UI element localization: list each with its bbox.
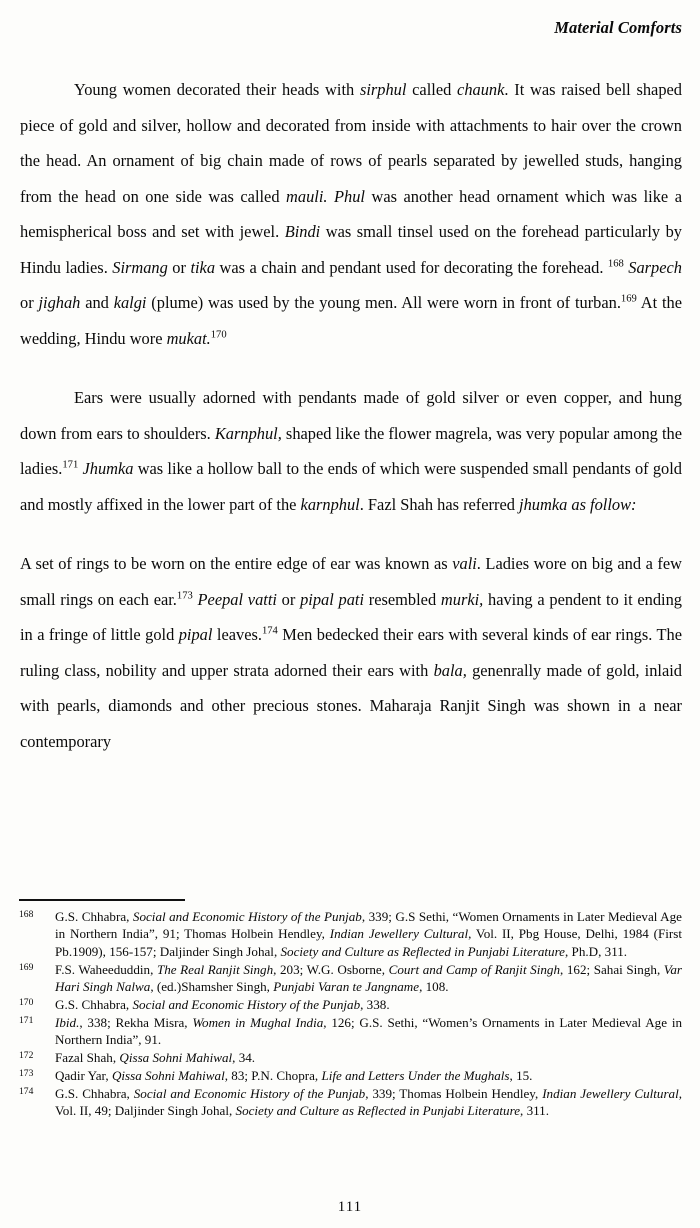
p1-seg-7: was a chain and pendant used for decorating the forehead. bbox=[215, 257, 608, 277]
footnote-ref-174[interactable]: 174 bbox=[261, 625, 278, 637]
p3-seg-8: genenrally made of gold, inlaid with pearls, diamonds and other precious stones. Maharaja Ranjit Singh was shown in a near contemporary bbox=[20, 660, 683, 751]
p2-italic-1: Karnphul, bbox=[214, 423, 282, 443]
p1-italic-4: Bindi bbox=[284, 222, 321, 241]
footnote-item-173 bbox=[19, 1067, 682, 1084]
p2-italic-2: Jhumka bbox=[78, 459, 134, 478]
p2-seg-3: was like a hollow ball to the ends of which were suspended small pendants of gold and mostly affixed in the lower part of the bbox=[20, 459, 682, 514]
p1-seg-2: called bbox=[406, 80, 458, 99]
footnote-title: The Real Ranjit Singh bbox=[156, 961, 274, 977]
p2-italic-4: jhumka as follow: bbox=[519, 494, 637, 514]
p3-seg-4: resembled bbox=[364, 589, 441, 609]
footnote-ref-170[interactable]: 170 bbox=[210, 329, 227, 341]
p1-seg-8: or bbox=[20, 293, 39, 312]
p2-seg-1: Ears were usually adorned with pendants made of gold silver or even copper, and hung down from ears to shoulders. bbox=[20, 388, 682, 443]
footnote-text-run: , 34. bbox=[232, 1050, 256, 1066]
footnote-title: Society and Culture as Reflected in Punjabi Literature bbox=[235, 1103, 521, 1119]
footnote-text-169 bbox=[55, 962, 682, 994]
footnote-list bbox=[19, 908, 682, 1120]
footnote-text-168 bbox=[55, 909, 682, 959]
footnote-text-run: , 339; G.S Sethi, “Women Ornaments in Later Medieval Age in Northern India”, 91; Thomas Holbein Hendley, bbox=[55, 909, 682, 942]
footnote-ref-168[interactable]: 168 bbox=[607, 258, 624, 270]
p1-seg-6: or bbox=[167, 257, 191, 277]
p3-seg-2: . Ladies wore on big and a few small rings on each ear. bbox=[20, 554, 682, 609]
footnote-number-172[interactable]: 172 bbox=[19, 1050, 34, 1062]
footnote-text-run: , 339; Thomas Holbein Hendley, bbox=[365, 1086, 543, 1102]
p2-seg-4: . Fazl Shah has referred bbox=[359, 494, 520, 514]
footnote-number-169[interactable]: 169 bbox=[19, 961, 34, 973]
footnote-text-run: Fazal Shah, bbox=[55, 1050, 120, 1066]
p1-italic-2: chaunk bbox=[457, 80, 505, 99]
footnote-text-170 bbox=[55, 997, 390, 1012]
p3-italic-4: murki, bbox=[440, 589, 484, 609]
footnote-ref-173[interactable]: 173 bbox=[176, 590, 193, 602]
footnote-number-173[interactable]: 173 bbox=[19, 1068, 34, 1080]
p1-seg-10: (plume) was used by the young men. All were worn in front of turban. bbox=[146, 293, 621, 312]
footnote-text-run: , Vol. II, 49; Daljinder Singh Johal, bbox=[55, 1086, 683, 1119]
p3-seg-5: having a pendent to it ending in a fringe of little gold bbox=[20, 589, 682, 644]
footnote-text-run: , 311. bbox=[520, 1103, 549, 1119]
footnote-number-171[interactable]: 171 bbox=[19, 1014, 34, 1026]
p1-seg-4: was another head ornament which was like a hemispherical boss and set with jewel. bbox=[20, 186, 682, 241]
footnote-text-174 bbox=[55, 1086, 682, 1118]
footnote-title: Var Hari Singh Nalwa bbox=[55, 961, 682, 995]
footnote-title: Qissa Sohni Mahiwal bbox=[119, 1050, 233, 1066]
footnote-title: Ibid. bbox=[55, 1014, 80, 1030]
p1-seg-3: . It was raised bell shaped piece of gold and silver, hollow and decorated from inside with attachments to hair over the crown the head. An ornament of big chain made of rows of pearls separated by jewelled studs, hanging from the head on one side was called bbox=[20, 80, 682, 206]
p1-seg-1: Young women decorated their heads with bbox=[74, 80, 360, 99]
footnote-title: Social and Economic History of the Punjab bbox=[133, 1086, 366, 1102]
paragraph-3 bbox=[20, 546, 682, 759]
footnote-text-run: , 203; W.G. Osborne, bbox=[273, 961, 389, 977]
footnote-item-168 bbox=[19, 908, 682, 960]
p3-seg-7: Men bedecked their ears with several kinds of ear rings. The ruling class, nobility and upper strata adorned their ears with bbox=[20, 625, 682, 680]
footnote-text-173 bbox=[55, 1068, 532, 1083]
footnote-text-run: Qadir Yar, bbox=[55, 1068, 112, 1084]
p3-italic-2: Peepal vatti bbox=[192, 589, 277, 609]
footnote-text-run: G.S. Chhabra, bbox=[55, 1086, 134, 1102]
footnote-title: Society and Culture as Reflected in Punjabi Literature bbox=[280, 943, 565, 959]
p3-italic-6: bala, bbox=[433, 660, 467, 680]
footnote-item-174 bbox=[19, 1085, 682, 1120]
p1-italic-1: sirphul bbox=[359, 80, 407, 99]
footnote-ref-169[interactable]: 169 bbox=[620, 293, 637, 305]
footnote-item-169 bbox=[19, 961, 682, 996]
p3-seg-3: or bbox=[276, 589, 301, 609]
p1-italic-5: Sirmang bbox=[112, 257, 168, 277]
footnote-number-168[interactable]: 168 bbox=[19, 909, 34, 920]
footnote-text-run: , Ph.D, 311. bbox=[565, 943, 628, 959]
footnote-text-run: , 162; Sahai Singh, bbox=[560, 961, 664, 977]
footnote-text-run: G.S. Chhabra, bbox=[55, 909, 133, 924]
footnote-text-run: F.S. Waheeduddin, bbox=[55, 961, 157, 977]
footnote-text-run: G.S. Chhabra, bbox=[55, 997, 133, 1013]
p1-seg-9: and bbox=[80, 293, 114, 312]
p1-italic-8: jighah bbox=[38, 293, 81, 312]
p1-italic-3: mauli. Phul bbox=[286, 186, 365, 206]
p3-italic-3: pipal pati bbox=[300, 589, 365, 609]
footnote-text-run: , 108. bbox=[419, 979, 449, 995]
p1-italic-10: mukat. bbox=[166, 328, 211, 348]
p1-italic-7: Sarpech bbox=[623, 257, 682, 277]
footnote-text-run: , 338. bbox=[360, 997, 390, 1013]
page-number: 111 bbox=[337, 1199, 363, 1215]
p2-seg-2: shaped like the flower magrela, was very popular among the ladies. bbox=[20, 423, 682, 478]
footnote-item-170 bbox=[19, 996, 682, 1013]
footnote-number-170[interactable]: 170 bbox=[19, 997, 34, 1009]
body-column bbox=[20, 72, 682, 759]
footnote-text-171 bbox=[55, 1015, 682, 1047]
p3-italic-1: vali bbox=[452, 554, 477, 573]
footnote-title: Indian Jewellery Cultural bbox=[329, 926, 469, 942]
footnote-text-run: , (ed.)Shamsher Singh, bbox=[150, 979, 274, 995]
footnote-text-run: , 83; P.N. Chopra, bbox=[224, 1068, 322, 1084]
paragraph-1 bbox=[20, 72, 682, 356]
running-head: Material Comforts bbox=[554, 18, 682, 37]
footnote-item-172 bbox=[19, 1049, 682, 1066]
footnote-title: Indian Jewellery Cultural bbox=[542, 1086, 679, 1102]
footnote-title: Social and Economic History of the Punjab bbox=[132, 909, 362, 924]
footnote-text-172 bbox=[55, 1050, 255, 1065]
p3-seg-1: A set of rings to be worn on the entire edge of ear was known as bbox=[20, 554, 453, 573]
footnote-title: Women in Mughal India bbox=[192, 1014, 324, 1030]
footnote-number-174[interactable]: 174 bbox=[19, 1086, 34, 1098]
p3-seg-6: leaves. bbox=[212, 625, 262, 644]
footnote-text-run: , 338; Rekha Misra, bbox=[79, 1014, 193, 1030]
footnote-title: Court and Camp of Ranjit Singh bbox=[388, 961, 560, 977]
p1-italic-6: tika bbox=[190, 257, 216, 277]
footnote-item-171 bbox=[19, 1014, 682, 1049]
p3-italic-5: pipal bbox=[178, 625, 213, 644]
p1-italic-9: kalgi bbox=[113, 293, 147, 312]
footnote-text-run: , Vol. II, Pbg House, Delhi, 1984 (First Pb.1909), 156-157; Daljinder Singh Johal, bbox=[55, 926, 683, 959]
p1-seg-11: At the wedding, Hindu wore bbox=[20, 293, 682, 348]
p1-seg-5: was small tinsel used on the forehead particularly by Hindu ladies. bbox=[20, 222, 682, 277]
paragraph-2 bbox=[20, 380, 682, 522]
footnote-text-run: , 15. bbox=[509, 1068, 533, 1084]
footnote-text-run: , 126; G.S. Sethi, “Women’s Ornaments in Later Medieval Age in Northern India”, 91. bbox=[55, 1014, 683, 1048]
footnote-separator-rule bbox=[19, 899, 185, 901]
footnote-title: Life and Letters Under the Mughals bbox=[321, 1068, 510, 1084]
footnote-title: Social and Economic History of the Punjab bbox=[132, 997, 361, 1013]
footnote-ref-171[interactable]: 171 bbox=[62, 459, 79, 471]
footnote-title: Qissa Sohni Mahiwal bbox=[111, 1068, 225, 1084]
footnote-title: Punjabi Varan te Jangname bbox=[273, 979, 420, 995]
p2-italic-3: karnphul bbox=[300, 494, 360, 514]
